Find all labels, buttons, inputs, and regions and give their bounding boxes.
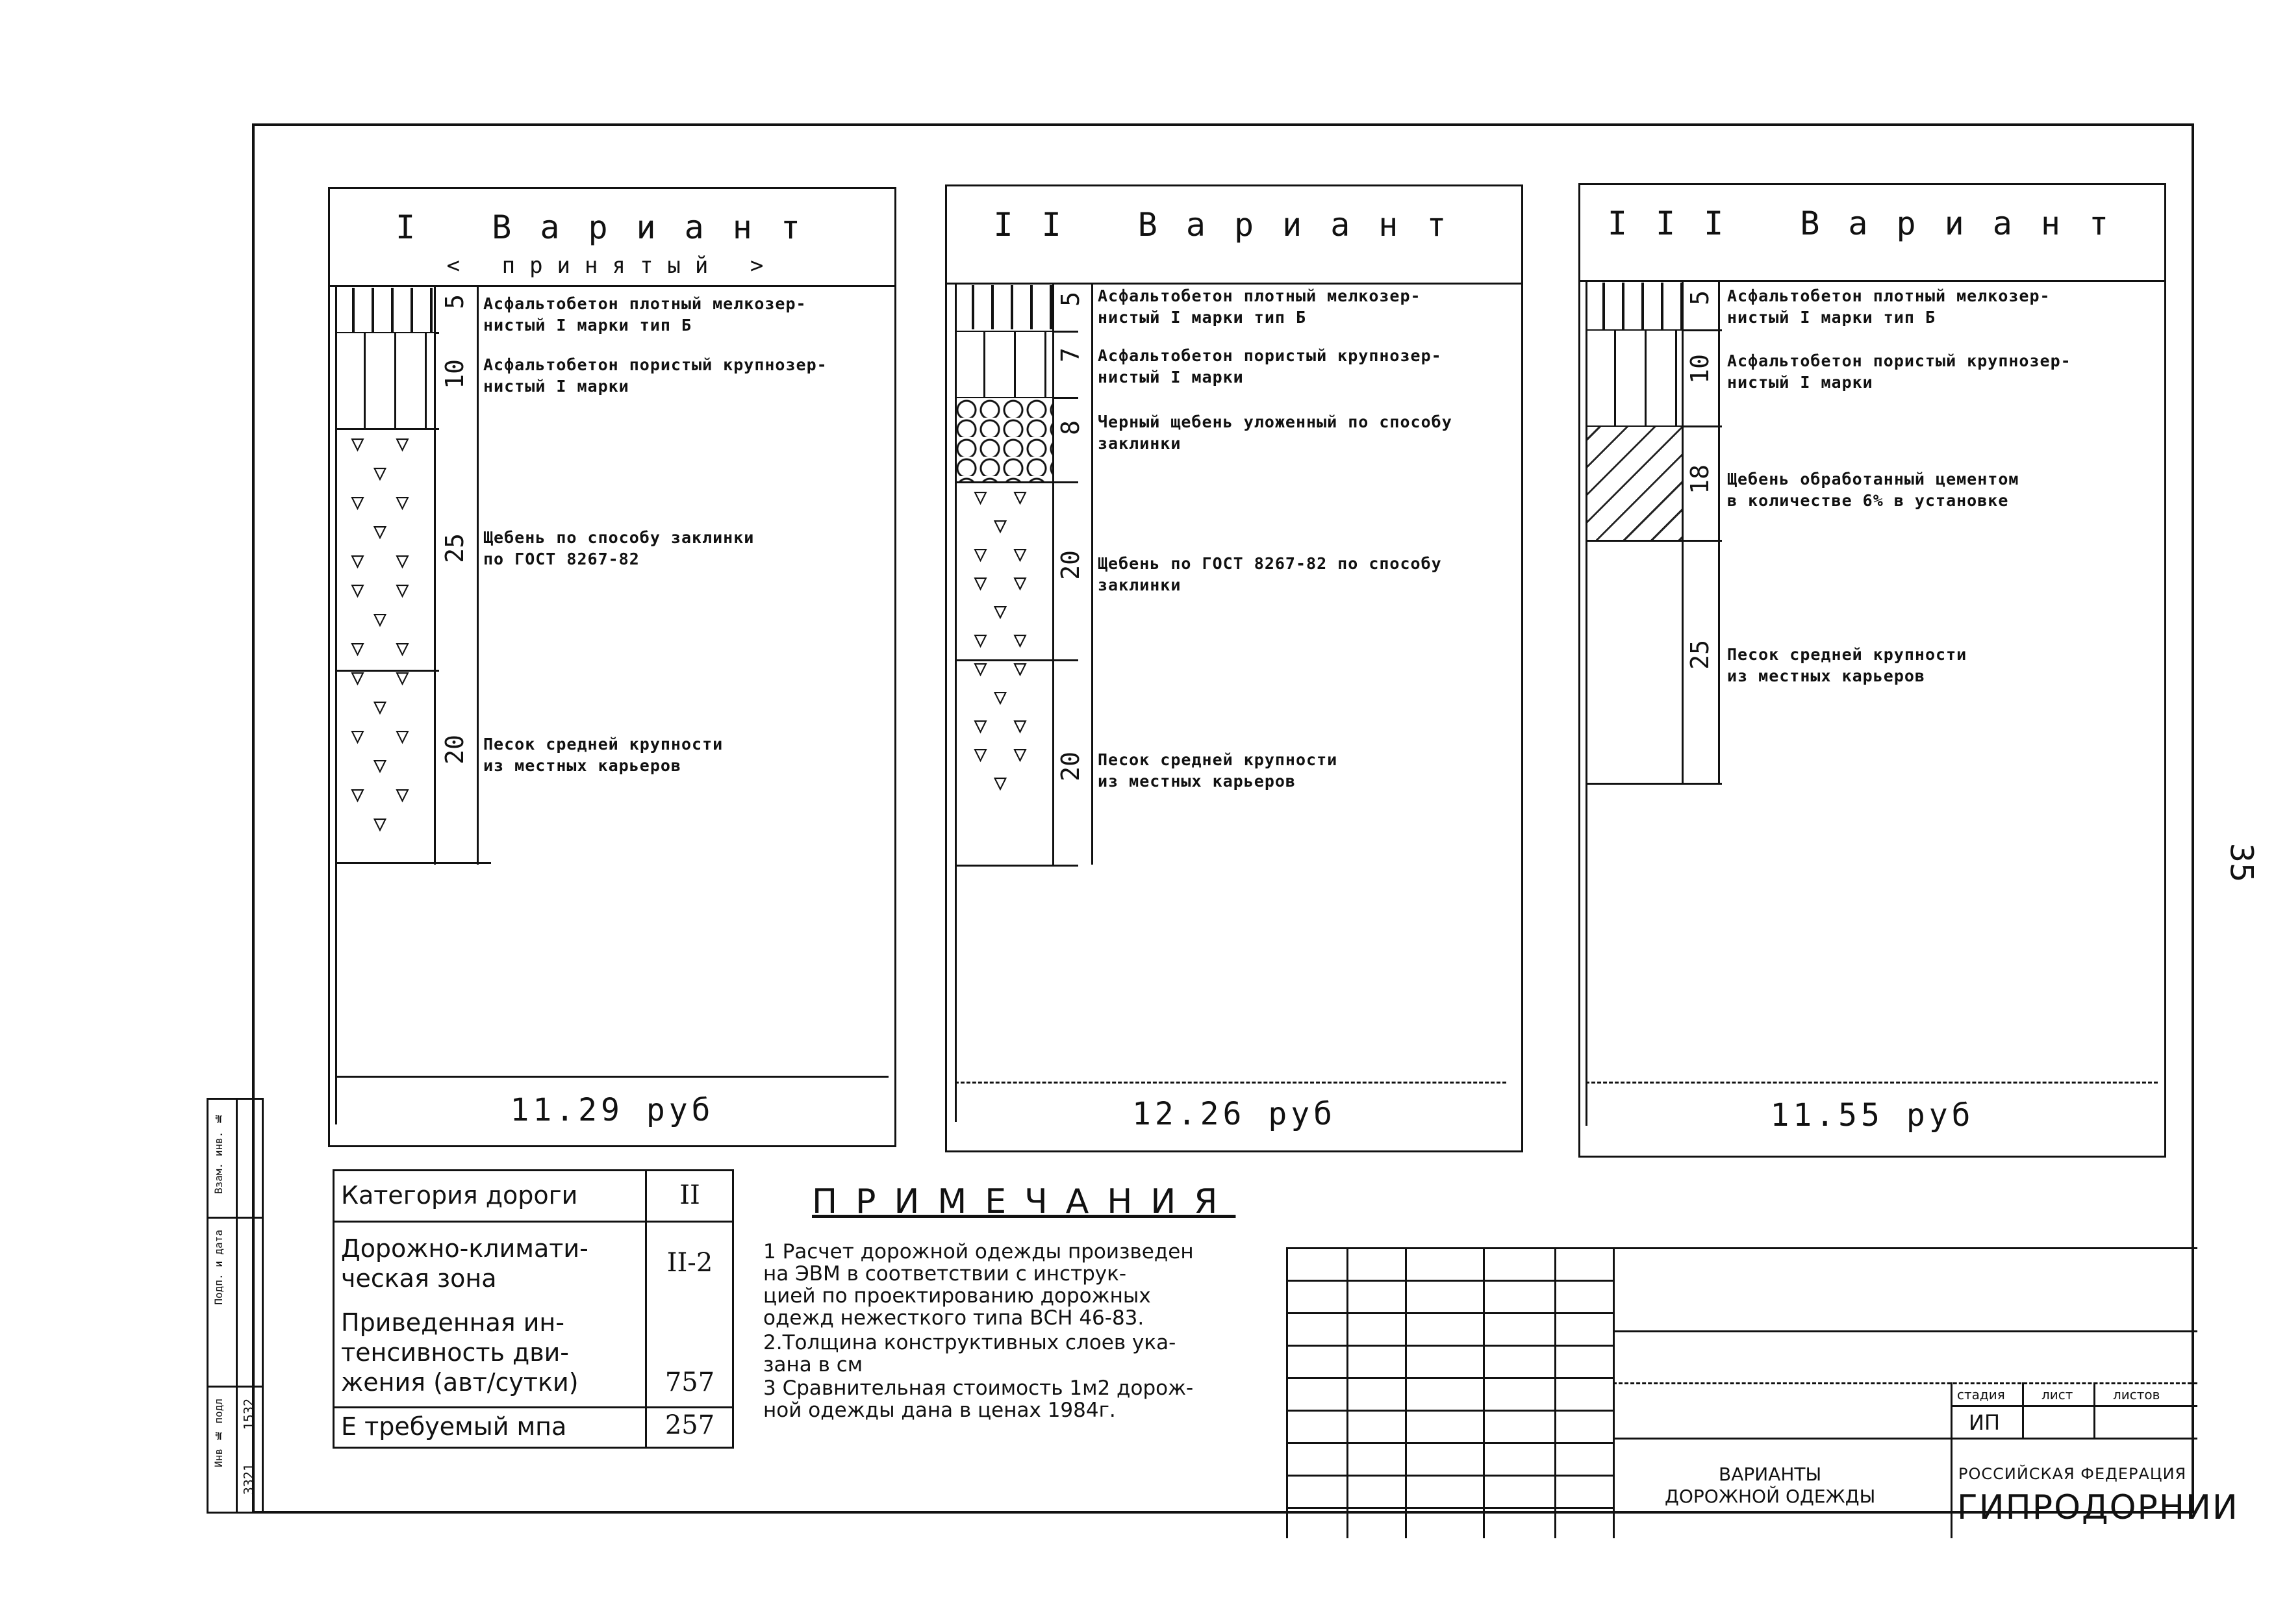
param-e-label: Е требуемый мпа [341, 1412, 567, 1441]
layer-3-description: Щебень обработанный цементом в количестве 6% в установке [1727, 470, 2019, 510]
note-3: 3 Сравнительная стоимость 1м2 дорож- ной одежды дана в ценах 1984г. [763, 1377, 1194, 1422]
layer-4-thickness: 25 [1686, 640, 1714, 670]
layer-4-thickness: 20 [1056, 550, 1085, 580]
notes-title: ПРИМЕЧАНИЯ [812, 1182, 1236, 1221]
side-label-inv: Инв № подл [212, 1399, 225, 1467]
layer-1-hatch [335, 288, 434, 332]
org-country: РОССИЙСКАЯ ФЕДЕРАЦИЯ [1958, 1465, 2187, 1483]
layer-4-thickness: 20 [440, 735, 469, 765]
layer-1-description: Асфальтобетон плотный мелкозер- нистый I марки тип Б [1727, 286, 2051, 327]
variant-2-title: II Вариант [993, 206, 1475, 244]
layer-3-thickness: 25 [440, 533, 469, 563]
variant-1-price: 11.29 руб [510, 1092, 714, 1128]
side-label-sign: Подп. и дата [212, 1230, 225, 1305]
variant-2-panel [945, 184, 1523, 1152]
param-intensity-label: Приведенная ин- тенсивность дви- жения (авт/сутки) [341, 1308, 579, 1397]
sheets-header: листов [2113, 1387, 2160, 1402]
param-e-value: 257 [664, 1410, 715, 1440]
layer-2-thickness: 7 [1056, 348, 1085, 362]
note-1: 1 Расчет дорожной одежды произведен на ЭВМ в соответствии с инструк- цией по проектированию дорожных одежд нежесткого типа ВСН 46-83. [763, 1240, 1194, 1330]
layer-5-description: Песок средней крупности из местных карьеров [1098, 750, 1338, 791]
layer-2-hatch [955, 332, 1052, 397]
layer-1-description: Асфальтобетон плотный мелкозер- нистый I марки тип Б [1098, 286, 1421, 327]
layer-3-thickness: 18 [1686, 464, 1714, 494]
page-number: 35 [2223, 843, 2260, 883]
param-category-value: II [679, 1180, 700, 1210]
param-zone-value: II-2 [666, 1248, 713, 1278]
layer-2-hatch [1586, 331, 1682, 425]
layer-3-description: Черный щебень уложенный по способу заклинки [1098, 412, 1452, 453]
param-category-label: Категория дороги [341, 1181, 578, 1210]
sheet-header: лист [2041, 1387, 2073, 1402]
layer-2-description: Асфальтобетон пористый крупнозер- нистый I марки [1098, 346, 1442, 387]
layer-1-description: Асфальтобетон плотный мелкозер- нистый I марки тип Б [483, 294, 807, 335]
note-2: 2.Толщина конструктивных слоев ука- зана в см [763, 1331, 1176, 1377]
side-stamp [207, 1098, 264, 1514]
layer-4-hatch: ▽ ▽ ▽ ▽ ▽ ▽ ▽ ▽ ▽ ▽ ▽ ▽ ▽ ▽ ▽ ▽ ▽ ▽ [974, 484, 1033, 796]
variant-3-price: 11.55 руб [1770, 1097, 1975, 1134]
stage-value: ИП [1969, 1410, 2000, 1435]
layer-1-hatch [1586, 283, 1682, 329]
layer-1-thickness: 5 [1056, 292, 1085, 307]
param-intensity-value: 757 [664, 1367, 715, 1397]
layer-1-hatch [955, 285, 1052, 329]
variant-3-panel [1578, 183, 2166, 1158]
stage-header: стадия [1957, 1387, 2005, 1402]
side-value-2: 3321 [241, 1464, 257, 1495]
drawing-title: ВАРИАНТЫ ДОРОЖНОЙ ОДЕЖДЫ [1665, 1464, 1876, 1507]
stamp-block [1286, 1247, 2239, 1538]
layer-3-thickness: 8 [1056, 420, 1085, 435]
org-name: ГИПРОДОРНИИ [1957, 1488, 2239, 1527]
variant-1-panel [328, 187, 896, 1147]
layer-2-thickness: 10 [440, 359, 469, 389]
layer-2-description: Асфальтобетон пористый крупнозер- нистый I марки [483, 355, 828, 396]
road-params-table [333, 1169, 734, 1449]
layer-3-description: Щебень по способу заклинки по ГОСТ 8267-82 [483, 528, 755, 568]
side-label-repl: Взам. инв. № [212, 1113, 225, 1194]
variant-2-price: 12.26 руб [1131, 1096, 1337, 1132]
layer-2-hatch [335, 333, 434, 428]
side-value-1: 1532 [241, 1399, 257, 1430]
variant-3-title: III Вариант [1607, 205, 2138, 242]
layer-1-thickness: 5 [1686, 290, 1714, 305]
layer-4-description: Песок средней крупности из местных карьеров [1727, 645, 1967, 685]
param-zone-label: Дорожно-климати- ческая зона [341, 1234, 588, 1293]
layer-1-thickness: 5 [440, 294, 469, 309]
variant-1-title: I Вариант [396, 209, 829, 246]
layer-3-hatch: ▽ ▽ ▽ ▽ ▽ ▽ ▽ ▽ ▽ ▽ ▽ ▽ ▽ ▽ ▽ ▽ ▽ ▽ ▽ ▽ ▽ ▽ [351, 431, 418, 837]
layer-4-description: Песок средней крупности из местных карьеров [483, 735, 724, 775]
layer-4-description: Щебень по ГОСТ 8267-82 по способу заклинки [1098, 554, 1442, 594]
layer-2-description: Асфальтобетон пористый крупнозер- нистый I марки [1727, 351, 2071, 392]
layer-2-thickness: 10 [1686, 354, 1714, 384]
variant-1-subtitle: < принятый > [446, 253, 778, 279]
layer-3-hatch [955, 398, 1052, 481]
layer-3-hatch [1586, 427, 1682, 540]
layer-5-thickness: 20 [1056, 752, 1085, 781]
